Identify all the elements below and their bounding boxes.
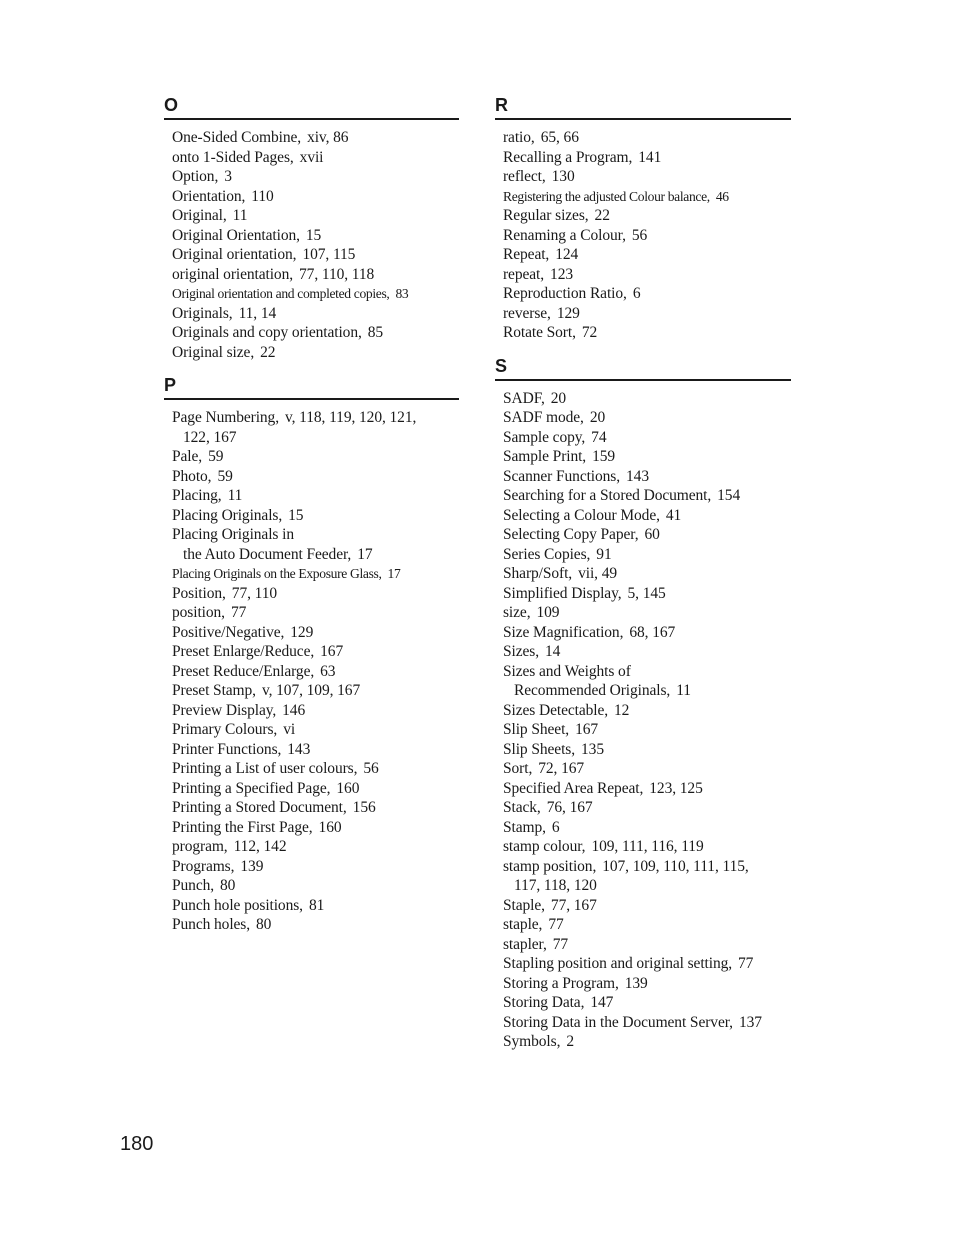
- index-page-refs: 17: [387, 566, 401, 581]
- index-term: Series Copies,: [503, 545, 591, 563]
- index-page-refs: 6: [632, 285, 641, 302]
- index-entry: [503, 662, 791, 682]
- index-entry: [172, 304, 459, 324]
- index-term: Position,: [172, 584, 226, 602]
- index-page-refs: 112, 142: [233, 838, 287, 855]
- index-page-refs: 77: [230, 604, 247, 621]
- index-entry-list: [164, 128, 459, 362]
- index-term: Printing a Stored Document,: [172, 799, 347, 816]
- index-term: size,: [503, 604, 531, 621]
- index-entry: [503, 993, 791, 1013]
- index-entry: [172, 447, 459, 467]
- index-page-refs: 160: [336, 779, 360, 797]
- index-term: program,: [172, 838, 228, 855]
- index-term: stamp position,: [503, 857, 597, 875]
- index-term: Rotate Sort,: [503, 324, 576, 341]
- page-number: 180: [120, 1133, 154, 1155]
- index-entry: [503, 323, 791, 343]
- index-term: reverse,: [503, 304, 551, 322]
- index-term: staple,: [503, 916, 543, 933]
- index-page-refs: 41: [665, 506, 682, 524]
- index-page-refs: 77, 167: [550, 896, 597, 914]
- index-entry: [172, 681, 459, 701]
- index-entry: [503, 284, 791, 304]
- index-term: Placing Originals on the Exposure Glass,: [172, 566, 382, 581]
- index-entry: [503, 759, 791, 779]
- index-page-refs: 80: [220, 877, 236, 894]
- index-term: One-Sided Combine,: [172, 129, 302, 146]
- index-term: Originals,: [172, 304, 233, 322]
- index-page-refs: 167: [320, 643, 344, 660]
- index-term: 117, 118, 120: [514, 877, 597, 894]
- index-term: Punch holes,: [172, 916, 251, 933]
- index-page-refs: 20: [589, 409, 606, 426]
- index-entry: [503, 389, 791, 409]
- index-entry: [503, 818, 791, 838]
- index-entry: [172, 642, 459, 662]
- index-page-refs: vi: [283, 721, 296, 738]
- index-term: Printing the First Page,: [172, 818, 313, 836]
- index-page-refs: 77: [548, 916, 564, 933]
- index-entry: [503, 564, 791, 584]
- index-page-refs: 81: [308, 896, 325, 914]
- index-term: SADF,: [503, 389, 545, 407]
- index-entry: [503, 467, 791, 487]
- index-term: Preset Stamp,: [172, 682, 256, 699]
- index-entry: [172, 226, 459, 246]
- index-entry: [503, 1013, 791, 1033]
- index-page-refs: 137: [738, 1013, 762, 1031]
- index-term: Orientation,: [172, 187, 246, 205]
- index-term: Original orientation and completed copies,: [172, 286, 390, 301]
- index-page-refs: 160: [318, 818, 342, 836]
- index-page-refs: 77, 110, 118: [299, 265, 375, 283]
- index-entry: [172, 187, 459, 207]
- index-page-refs: 141: [638, 148, 662, 166]
- index-entry: [172, 915, 459, 935]
- index-term: Pale,: [172, 448, 203, 465]
- index-page-refs: 85: [367, 324, 384, 341]
- index-entry: [503, 187, 791, 207]
- index-term: Symbols,: [503, 1033, 561, 1050]
- index-entry: [503, 128, 791, 148]
- index-section-o: [164, 94, 459, 362]
- index-entry: [172, 818, 459, 838]
- index-term: Printing a List of user colours,: [172, 760, 358, 777]
- index-term: Recommended Originals,: [514, 682, 671, 699]
- index-term: Photo,: [172, 467, 212, 485]
- index-entry: [172, 128, 459, 148]
- index-page-refs: 15: [288, 506, 304, 524]
- index-page-refs: 63: [320, 662, 336, 680]
- index-page-refs: 20: [550, 389, 567, 407]
- index-page-refs: 80: [256, 916, 272, 933]
- index-term: Regular sizes,: [503, 207, 589, 224]
- index-page-refs: 22: [594, 207, 610, 224]
- index-entry: [503, 428, 791, 448]
- index-term: Original Orientation,: [172, 226, 300, 244]
- index-entry: [172, 506, 459, 526]
- index-page-refs: 154: [717, 487, 741, 504]
- index-entry: [503, 857, 791, 877]
- index-term: Punch,: [172, 877, 215, 894]
- index-term: the Auto Document Feeder,: [183, 545, 352, 563]
- index-term: Renaming a Colour,: [503, 226, 626, 244]
- index-entry: [503, 603, 791, 623]
- index-page-refs: 135: [581, 740, 604, 758]
- index-entry: [503, 265, 791, 285]
- index-entry: [503, 447, 791, 467]
- index-term: Stapling position and original setting,: [503, 955, 733, 972]
- index-page-refs: 77: [738, 955, 754, 972]
- index-term: Storing a Program,: [503, 974, 619, 992]
- index-section-p: [164, 374, 459, 935]
- index-entry: [503, 915, 791, 935]
- index-term: Selecting Copy Paper,: [503, 526, 639, 543]
- index-page-refs: 5, 145: [627, 584, 666, 602]
- index-term: Sizes and Weights of: [503, 662, 631, 680]
- index-entry: [503, 245, 791, 265]
- index-entry: [503, 701, 791, 721]
- index-entry: [172, 740, 459, 760]
- section-letter-heading: O: [164, 94, 459, 120]
- index-term: SADF mode,: [503, 409, 584, 426]
- index-entry: [503, 1032, 791, 1052]
- index-page-refs: 124: [555, 246, 579, 263]
- section-letter-heading: S: [495, 355, 791, 381]
- index-term: Scanner Functions,: [503, 467, 621, 485]
- index-entry: [503, 720, 791, 740]
- index-entry-continuation: [503, 876, 791, 896]
- index-entry: [503, 642, 791, 662]
- index-term: Preset Reduce/Enlarge,: [172, 662, 315, 680]
- index-term: Reproduction Ratio,: [503, 285, 627, 302]
- index-entry: [503, 935, 791, 955]
- index-page-refs: 2: [566, 1033, 574, 1050]
- index-term: Registering the adjusted Colour balance,: [503, 188, 710, 204]
- index-page-refs: 167: [575, 721, 599, 738]
- index-page-refs: 91: [596, 545, 612, 563]
- index-page-refs: 77: [552, 935, 569, 953]
- index-entry: [172, 779, 459, 799]
- index-entry: [172, 603, 459, 623]
- index-term: Programs,: [172, 857, 235, 875]
- index-entry: [172, 837, 459, 857]
- index-page-refs: 15: [305, 226, 322, 244]
- index-page-refs: 109: [536, 604, 560, 621]
- index-entry: [172, 525, 459, 545]
- index-term: 122, 167: [183, 428, 237, 446]
- index-term: Storing Data in the Document Server,: [503, 1013, 733, 1031]
- index-entry: [503, 584, 791, 604]
- index-term: Staple,: [503, 896, 545, 914]
- index-term: Printer Functions,: [172, 740, 282, 758]
- index-page-refs: 59: [217, 467, 233, 485]
- index-entry: [503, 623, 791, 643]
- index-page-refs: 11, 14: [238, 304, 277, 322]
- index-term: Simplified Display,: [503, 584, 622, 602]
- index-entry: [503, 304, 791, 324]
- index-entry-continuation: [172, 545, 459, 565]
- index-page-refs: v, 118, 119, 120, 121,: [284, 409, 417, 426]
- index-entry: [503, 798, 791, 818]
- index-entry: [503, 148, 791, 168]
- index-term: Slip Sheet,: [503, 721, 570, 738]
- index-page-refs: 6: [551, 818, 560, 836]
- index-page-refs: 107, 109, 110, 111, 115,: [602, 857, 749, 875]
- index-page-refs: 129: [290, 623, 314, 641]
- index-column-left: [164, 94, 459, 947]
- index-entry: [172, 584, 459, 604]
- index-page-refs: 11: [232, 207, 248, 224]
- index-page-refs: 46: [715, 188, 729, 204]
- index-entry-list: [495, 389, 791, 1052]
- index-term: Stack,: [503, 799, 541, 816]
- index-page-refs: xvii: [299, 148, 324, 166]
- index-page-refs: 14: [545, 643, 561, 660]
- index-term: Sample Print,: [503, 448, 587, 465]
- index-entry: [503, 779, 791, 799]
- index-term: stapler,: [503, 935, 547, 953]
- index-page-refs: 56: [363, 760, 379, 777]
- index-term: position,: [172, 604, 225, 621]
- index-page-refs: 11: [227, 487, 243, 504]
- index-entry: [503, 206, 791, 226]
- index-entry: [172, 343, 459, 363]
- index-entry: [503, 545, 791, 565]
- index-term: Slip Sheets,: [503, 740, 576, 758]
- index-page-refs: 68, 167: [629, 623, 676, 641]
- index-entry: [172, 486, 459, 506]
- index-term: Printing a Specified Page,: [172, 779, 331, 797]
- index-entry: [172, 265, 459, 285]
- index-page-refs: 159: [592, 448, 616, 465]
- index-term: Placing,: [172, 487, 222, 504]
- index-page-refs: vii, 49: [578, 565, 618, 582]
- index-entry: [503, 896, 791, 916]
- index-term: stamp colour,: [503, 838, 586, 855]
- index-page-refs: 83: [395, 286, 409, 301]
- index-entry: [503, 486, 791, 506]
- index-page-refs: 12: [614, 701, 630, 719]
- index-entry: [172, 896, 459, 916]
- index-page-refs: 146: [282, 701, 306, 719]
- index-page-refs: 59: [208, 448, 224, 465]
- index-entry: [503, 740, 791, 760]
- index-entry: [503, 954, 791, 974]
- index-page-refs: 72, 167: [538, 760, 585, 777]
- index-entry: [503, 506, 791, 526]
- index-entry: [172, 564, 459, 584]
- index-page-refs: 123, 125: [649, 779, 703, 797]
- index-term: Original size,: [172, 343, 255, 361]
- index-entry: [503, 974, 791, 994]
- index-page-refs: 76, 167: [546, 799, 593, 816]
- index-page-refs: xiv, 86: [307, 129, 349, 146]
- section-letter-heading: P: [164, 374, 459, 400]
- index-term: Placing Originals,: [172, 506, 283, 524]
- index-entry: [172, 857, 459, 877]
- index-entry: [172, 720, 459, 740]
- index-term: Repeat,: [503, 246, 550, 263]
- index-term: Placing Originals in: [172, 526, 294, 543]
- index-term: Sample copy,: [503, 428, 586, 446]
- index-entry: [172, 798, 459, 818]
- index-entry-continuation: [503, 681, 791, 701]
- section-letter-heading: R: [495, 94, 791, 120]
- index-term: Storing Data,: [503, 994, 585, 1011]
- index-page-refs: 156: [352, 799, 376, 816]
- index-page-refs: 3: [224, 168, 232, 185]
- index-entry: [172, 167, 459, 187]
- index-page-refs: 143: [287, 740, 311, 758]
- index-page-refs: 147: [590, 994, 614, 1011]
- index-term: Sizes Detectable,: [503, 701, 609, 719]
- index-term: Original orientation,: [172, 246, 297, 263]
- index-term: ratio,: [503, 129, 535, 146]
- index-term: Sort,: [503, 760, 533, 777]
- index-entry: [172, 662, 459, 682]
- index-page-refs: 17: [357, 545, 373, 563]
- index-page-refs: 130: [551, 168, 575, 185]
- index-term: Page Numbering,: [172, 409, 279, 426]
- index-entry: [172, 467, 459, 487]
- index-term: Sharp/Soft,: [503, 565, 573, 582]
- index-page-refs: 11: [676, 682, 691, 699]
- index-entry: [172, 876, 459, 896]
- index-entry: [172, 701, 459, 721]
- index-page-refs: 143: [626, 467, 649, 485]
- index-page-refs: 123: [550, 265, 573, 283]
- index-term: Primary Colours,: [172, 721, 278, 738]
- index-entry: [172, 759, 459, 779]
- index-page-refs: 129: [556, 304, 580, 322]
- index-entry: [503, 167, 791, 187]
- index-term: repeat,: [503, 265, 545, 283]
- index-entry: [172, 323, 459, 343]
- index-entry: [503, 226, 791, 246]
- index-term: Preview Display,: [172, 701, 277, 719]
- index-page-refs: 77, 110: [231, 584, 278, 602]
- index-term: Recalling a Program,: [503, 148, 633, 166]
- index-term: Punch hole positions,: [172, 896, 303, 914]
- index-entry: [503, 525, 791, 545]
- index-term: onto 1-Sided Pages,: [172, 148, 294, 166]
- index-entry: [503, 408, 791, 428]
- index-page-refs: 60: [644, 526, 660, 543]
- index-entry: [172, 206, 459, 226]
- index-page-refs: 72: [581, 324, 598, 341]
- index-term: Searching for a Stored Document,: [503, 487, 712, 504]
- index-term: Size Magnification,: [503, 623, 624, 641]
- index-page-refs: 56: [631, 226, 648, 244]
- index-term: Option,: [172, 168, 219, 185]
- index-entry: [172, 408, 459, 428]
- index-term: original orientation,: [172, 265, 294, 283]
- index-term: Selecting a Colour Mode,: [503, 506, 660, 524]
- index-page-refs: v, 107, 109, 167: [261, 682, 361, 699]
- index-page-refs: 139: [624, 974, 648, 992]
- index-column-right: [495, 94, 791, 1064]
- index-page-refs: 22: [260, 343, 276, 361]
- index-entry: [172, 284, 459, 304]
- index-page-refs: 65, 66: [540, 129, 579, 146]
- index-section-r: [495, 94, 791, 343]
- index-entry: [172, 623, 459, 643]
- index-page-refs: 107, 115: [302, 246, 356, 263]
- index-term: Specified Area Repeat,: [503, 779, 644, 797]
- index-entry: [172, 245, 459, 265]
- index-term: Positive/Negative,: [172, 623, 285, 641]
- index-entry: [172, 148, 459, 168]
- index-entry-list: [495, 128, 791, 343]
- index-page-refs: 110: [251, 187, 274, 205]
- index-page-refs: 139: [240, 857, 264, 875]
- index-term: Original,: [172, 207, 227, 224]
- index-term: Sizes,: [503, 643, 539, 660]
- index-page-refs: 74: [591, 428, 607, 446]
- index-entry-continuation: [172, 428, 459, 448]
- index-term: reflect,: [503, 168, 546, 185]
- index-term: Originals and copy orientation,: [172, 324, 362, 341]
- index-entry-list: [164, 408, 459, 935]
- index-term: Stamp,: [503, 818, 546, 836]
- index-entry: [503, 837, 791, 857]
- index-section-s: [495, 355, 791, 1052]
- index-page-refs: 109, 111, 116, 119: [591, 838, 704, 855]
- index-term: Preset Enlarge/Reduce,: [172, 643, 315, 660]
